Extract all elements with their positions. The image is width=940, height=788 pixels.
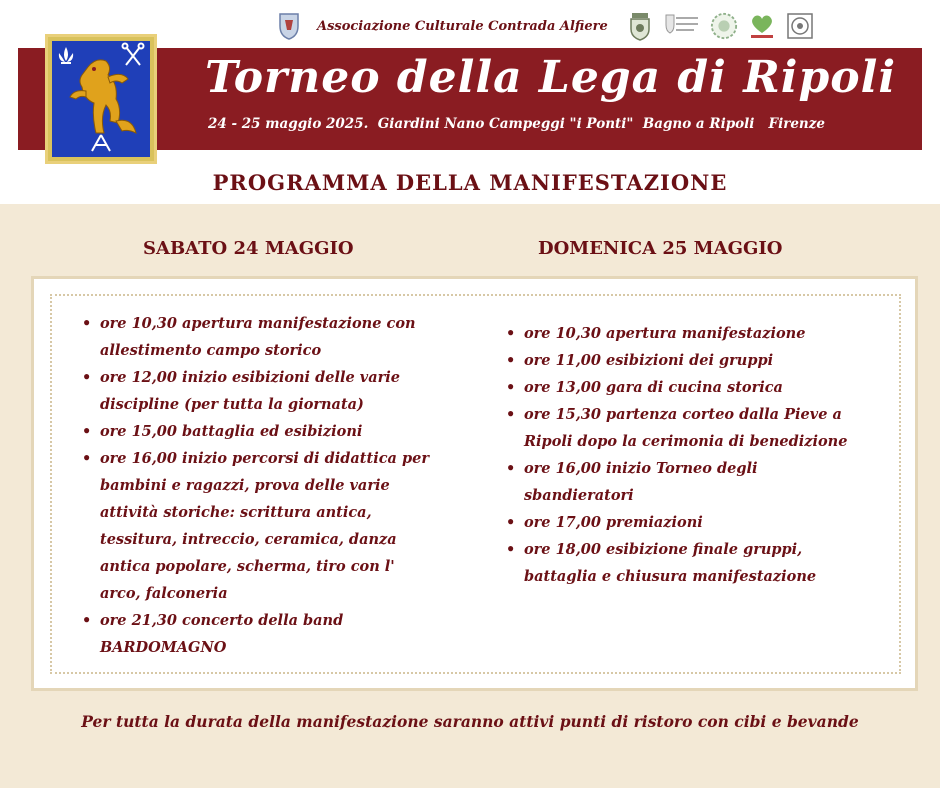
list-item: • ore 11,00 esibizioni dei gruppi [504, 347, 854, 374]
heart-proloco-logo-icon [748, 11, 776, 41]
list-item: • ore 17,00 premiazioni [504, 509, 854, 536]
list-item: • ore 16,00 inizio Torneo degli sbandieratori [504, 455, 854, 509]
round-seal-logo-icon [710, 11, 738, 41]
comune-bagno-a-ripoli-logo-icon [664, 11, 700, 41]
sunday-event-list [504, 320, 854, 590]
refreshment-note: Per tutta la durata della manifestazione saranno attivi punti di ristoro con cibi e bevande [81, 712, 859, 731]
list-item: • ore 15,30 partenza corteo dalla Pieve a Ripoli dopo la cerimonia di benedizione [504, 401, 854, 455]
town-crest-icon [626, 11, 654, 41]
list-item: • ore 10,30 apertura manifestazione con allestimento campo storico [80, 310, 440, 364]
list-item: • ore 15,00 battaglia ed esibizioni [80, 418, 440, 445]
list-item: • ore 13,00 gara di cucina storica [504, 374, 854, 401]
saturday-event-list [80, 310, 440, 661]
rampant-lion-crest-icon [45, 34, 157, 164]
program-heading: PROGRAMMA DELLA MANIFESTAZIONE [212, 170, 728, 195]
list-item: • ore 18,00 esibizione finale gruppi, battaglia e chiusura manifestazione [504, 536, 854, 590]
page-title: Torneo della Lega di Ripoli [205, 52, 897, 103]
association-name: Associazione Culturale Contrada Alfiere [317, 18, 608, 34]
list-item: • ore 12,00 inizio esibizioni delle varie discipline (per tutta la giornata) [80, 364, 440, 418]
list-item: • ore 16,00 inizio percorsi di didattica per bambini e ragazzi, prova delle varie attività storiche: scrittura antica, tessitura, intreccio, ceramica, danza antica popolare, scherma, tiro con l' arco, falconeria [80, 445, 440, 607]
shield-logo-icon [275, 11, 303, 41]
saturday-heading: SABATO 24 MAGGIO [143, 238, 354, 259]
event-dates-location: 24 - 25 maggio 2025. Giardini Nano Campeggi "i Ponti" Bagno a Ripoli Firenze [208, 116, 826, 132]
square-seal-logo-icon [786, 11, 814, 41]
list-item: • ore 21,30 concerto della band BARDOMAGNO [80, 607, 440, 661]
sponsor-logos [275, 8, 814, 44]
list-item: • ore 10,30 apertura manifestazione [504, 320, 854, 347]
sunday-heading: DOMENICA 25 MAGGIO [538, 238, 783, 259]
